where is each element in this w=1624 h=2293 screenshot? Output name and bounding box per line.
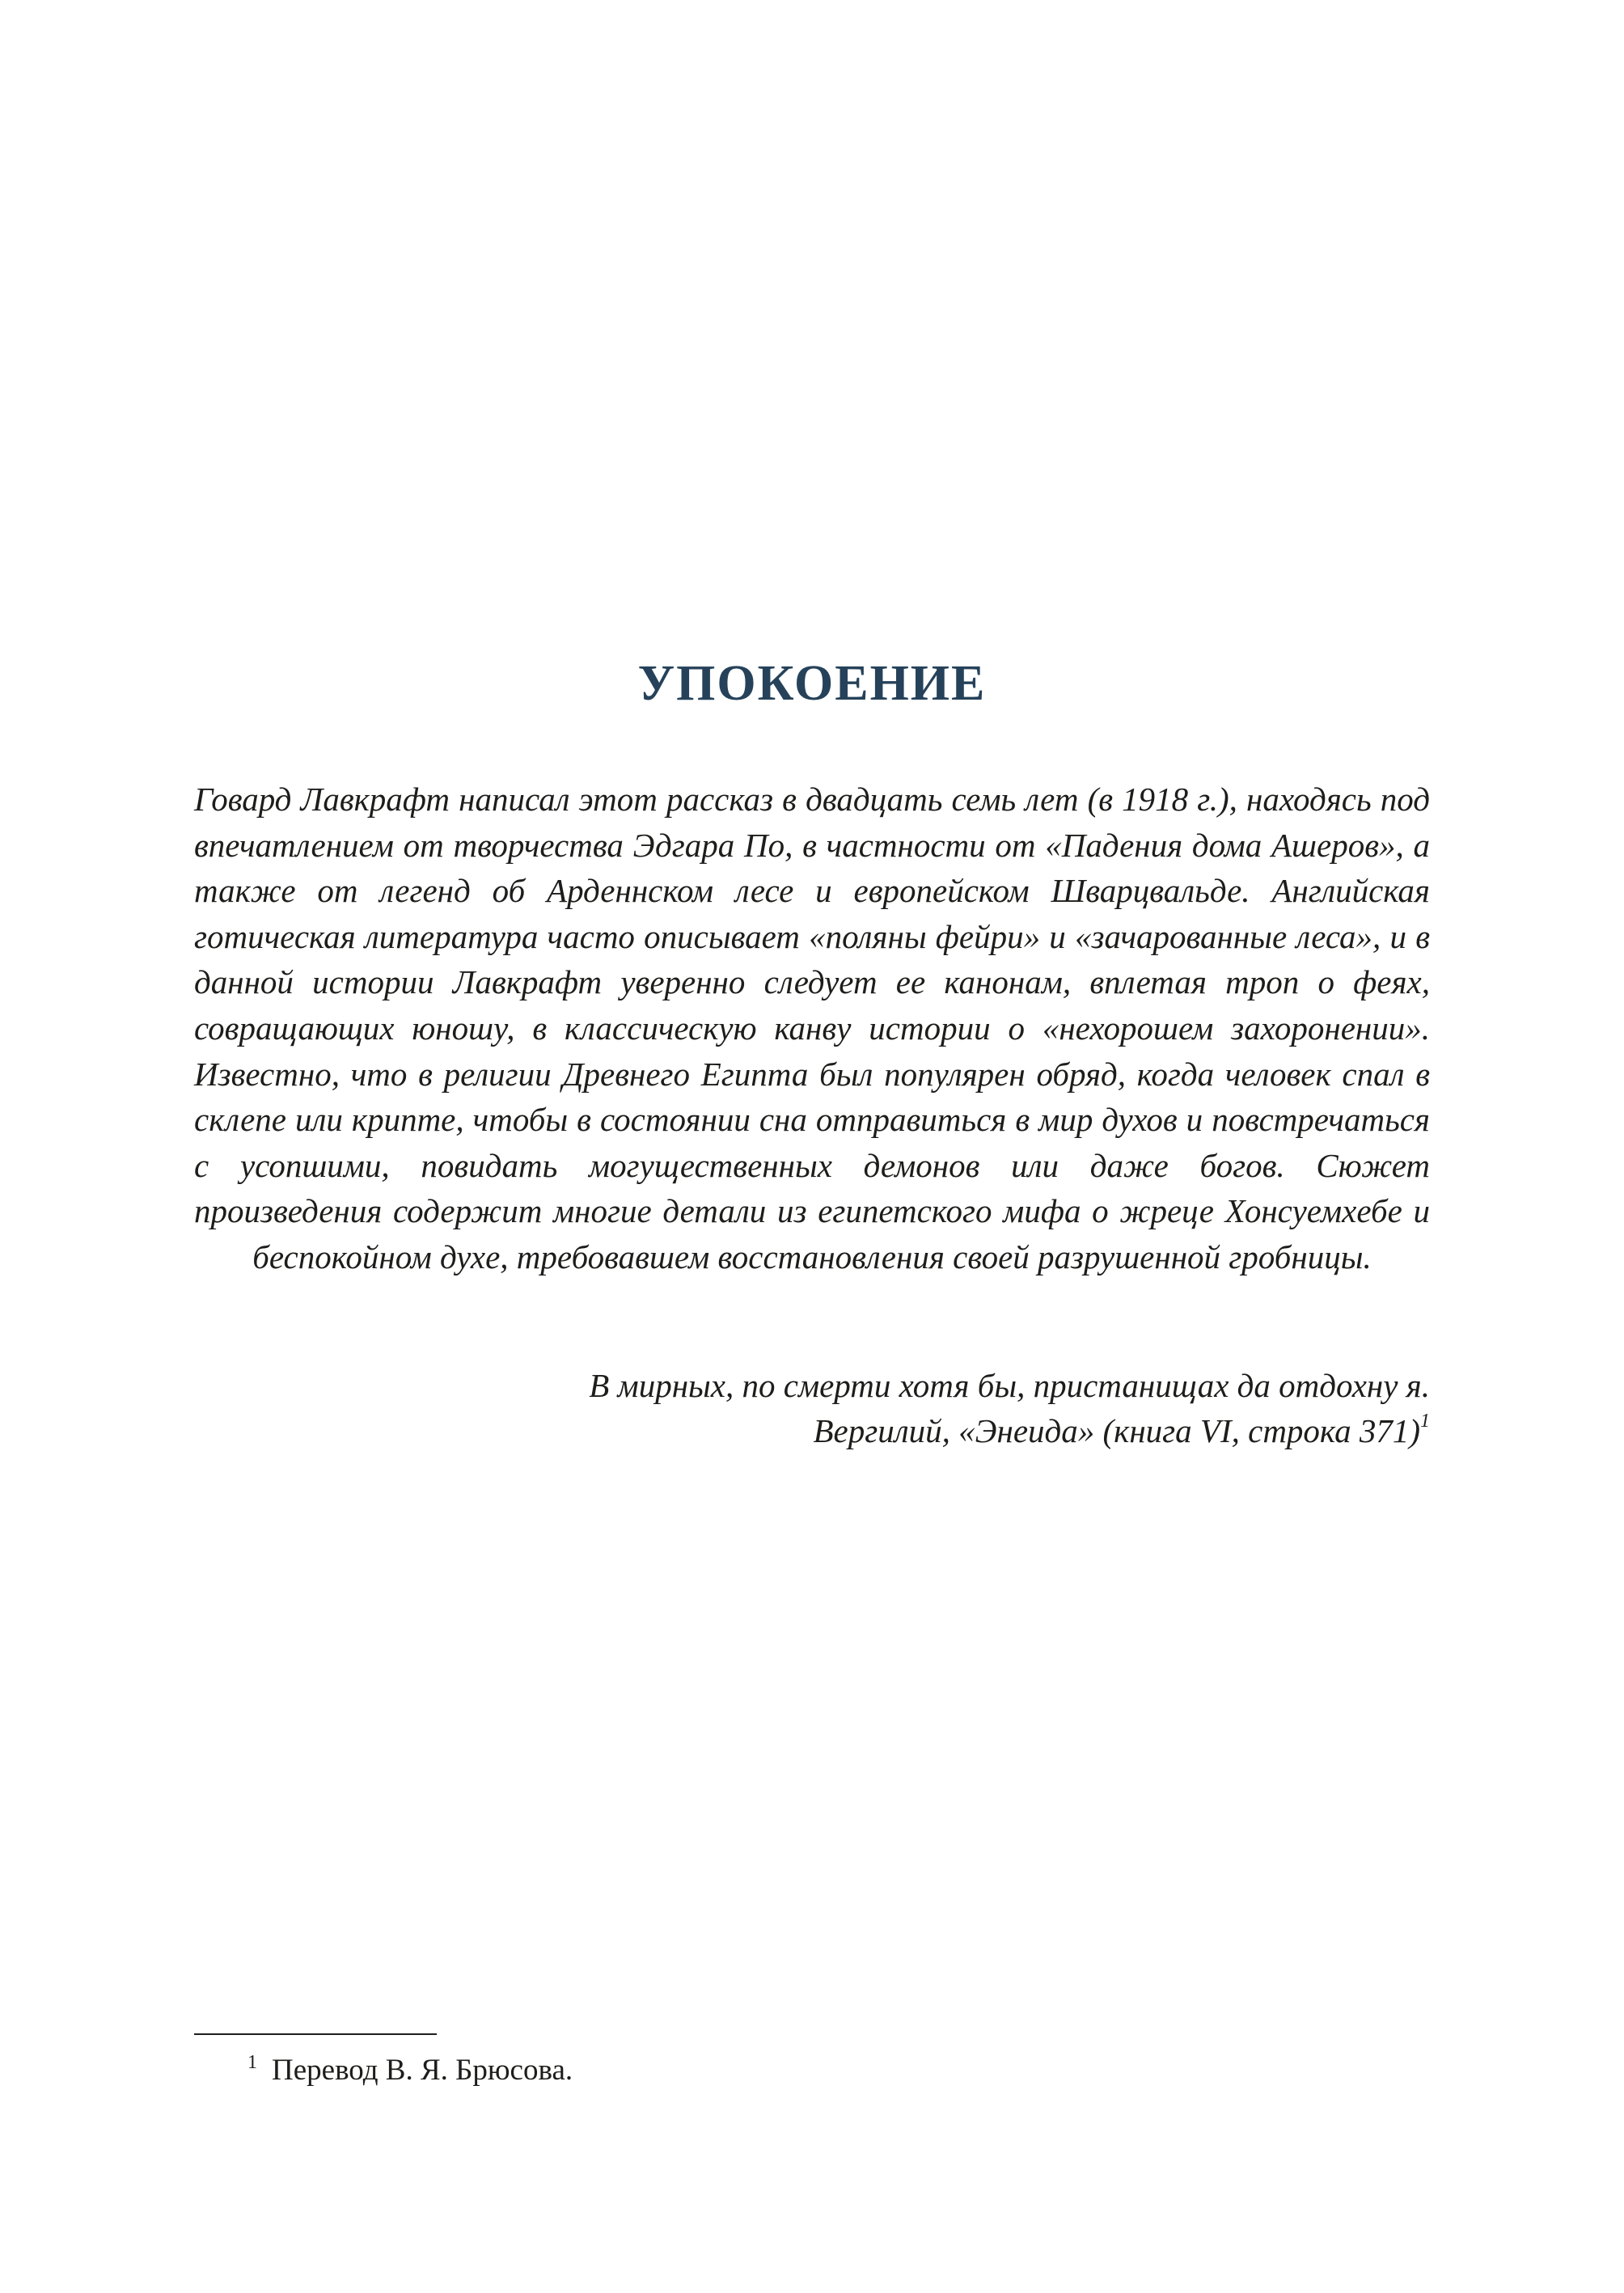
intro-paragraph: Говард Лавкрафт написал этот рассказ в двадцать семь лет (в 1918 г.), находясь под впечатлением от творчества Эдгара По, в частности от «Падения дома Ашеров», а также от легенд об Арденнском лесе и европейском Шварцвальде. Английская готическая литература часто описывает «поляны фейри» и «зачарованные леса», и в данной истории Лавкрафт уверенно следует ее канонам, вплетая троп о феях, совращающих юношу, в классическую канву истории о «нехорошем захоронении». Известно, что в религии Древнего Египта был популярен обряд, когда человек спал в склепе или крипте, чтобы в состоянии сна отправиться в мир духов и повстречаться с усопшими, повидать могущественных демонов или даже богов. Сюжет произведения содержит многие детали из египетского мифа о жреце Хонсуемхебе и беспокойном духе, требовавшем восстановления своей разрушенной гробницы. — [194, 781, 1430, 1276]
epigraph-source: Вергилий, «Энеида» (книга VI, строка 371) — [813, 1412, 1420, 1449]
footnote-divider — [194, 2033, 437, 2035]
chapter-title: УПОКОЕНИЕ — [637, 656, 987, 711]
footnote-mark: 1 — [247, 2052, 257, 2073]
footnote-text: Перевод В. Я. Брюсова. — [272, 2054, 573, 2087]
epigraph — [194, 1363, 1430, 1453]
footnote-reference[interactable]: 1 — [1420, 1411, 1430, 1432]
epigraph-quote: В мирных, по смерти хотя бы, пристанищах да отдохну я. — [589, 1367, 1430, 1404]
footnote — [247, 2050, 573, 2094]
epigraph-attribution — [194, 1408, 1430, 1453]
